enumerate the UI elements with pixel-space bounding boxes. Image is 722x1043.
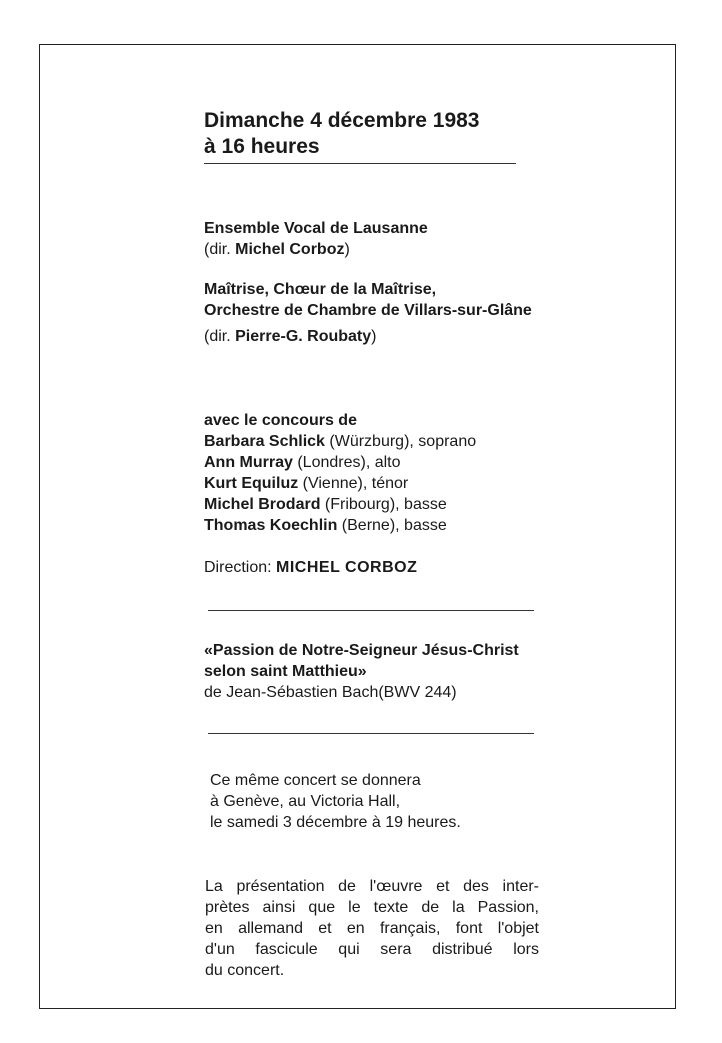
presentation-line3: en allemand et en français, font l'objet xyxy=(205,920,539,937)
geneva-line2: à Genève, au Victoria Hall, xyxy=(210,793,401,810)
geneva-line3: le samedi 3 décembre à 19 heures. xyxy=(210,814,461,831)
soloist-item: Barbara Schlick (Würzburg), soprano xyxy=(204,433,477,450)
work-rule xyxy=(208,733,534,734)
presentation-line1: La présentation de l'œuvre et des inter- xyxy=(205,878,539,895)
ensemble-director-name: Michel Corboz xyxy=(235,241,345,258)
direction-name: MICHEL CORBOZ xyxy=(276,559,418,576)
presentation-paragraph xyxy=(205,876,539,981)
soloists-list xyxy=(204,431,476,536)
presentation-line2: prètes ainsi que le texte de la Passion, xyxy=(205,899,539,916)
presentation-line4: d'un fascicule qui sera distribué lors xyxy=(205,941,539,958)
work-title-line1: «Passion de Notre-Seigneur Jésus-Christ xyxy=(204,642,519,659)
soloists-intro: avec le concours de xyxy=(204,412,357,429)
date-line: Dimanche 4 décembre 1983 xyxy=(204,109,480,132)
ensemble-director: (dir. Michel Corboz) xyxy=(204,241,350,258)
work-block xyxy=(204,640,519,703)
presentation-line5: du concert. xyxy=(205,962,285,979)
soloist-item: Kurt Equiluz (Vienne), ténor xyxy=(204,475,409,492)
maitrise-block xyxy=(204,279,532,347)
maitrise-line1: Maîtrise, Chœur de la Maîtrise, xyxy=(204,281,437,298)
soloists-block xyxy=(204,410,476,536)
work-composer: de Jean-Sébastien Bach(BWV 244) xyxy=(204,684,457,701)
maitrise-director-name: Pierre-G. Roubaty xyxy=(235,328,372,345)
direction-line: Direction: MICHEL CORBOZ xyxy=(204,559,418,576)
heading-rule xyxy=(204,163,516,164)
direction-block xyxy=(204,557,417,578)
soloist-item: Ann Murray (Londres), alto xyxy=(204,454,401,471)
maitrise-line2: Orchestre de Chambre de Villars-sur-Glâne xyxy=(204,302,532,319)
ensemble-name: Ensemble Vocal de Lausanne xyxy=(204,220,428,237)
work-title-line2: selon saint Matthieu» xyxy=(204,663,367,680)
time-line: à 16 heures xyxy=(204,135,320,158)
direction-rule xyxy=(208,610,534,611)
soloist-item: Thomas Koechlin (Berne), basse xyxy=(204,517,447,534)
geneva-block xyxy=(210,770,461,833)
date-heading xyxy=(204,108,479,160)
soloist-item: Michel Brodard (Fribourg), basse xyxy=(204,496,447,513)
maitrise-director: (dir. Pierre-G. Roubaty) xyxy=(204,328,377,345)
geneva-line1: Ce même concert se donnera xyxy=(210,772,421,789)
ensemble-block xyxy=(204,218,428,260)
